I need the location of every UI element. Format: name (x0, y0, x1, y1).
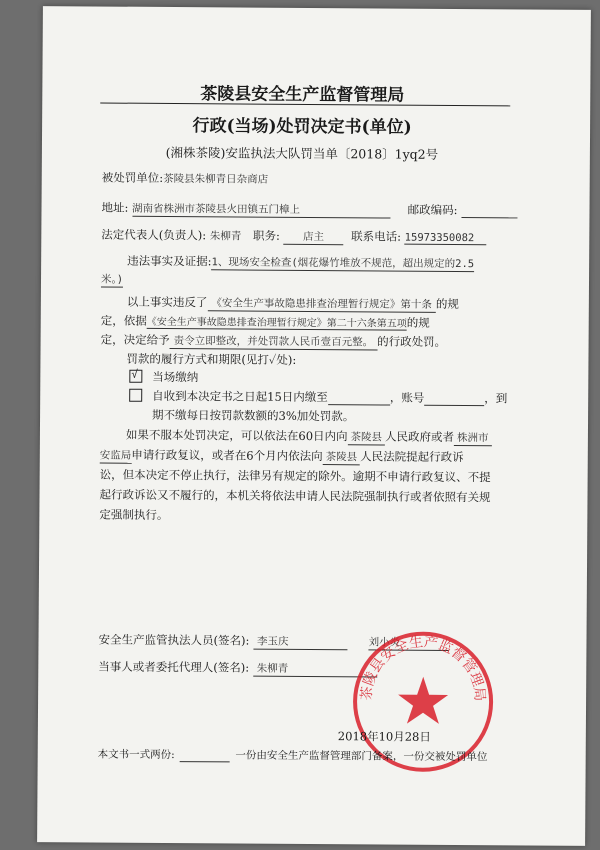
appeal-line-5: 定强制执行。 (99, 507, 169, 522)
option-onsite-label: 当场缴纳 (152, 369, 199, 385)
officer-2-signature: 刘小炎 (369, 634, 449, 651)
appeal-county: 茶陵县 (348, 429, 386, 445)
unit-value: 茶陵县朱柳青日杂商店 (163, 172, 269, 186)
option-onsite-checkbox[interactable] (129, 367, 142, 383)
facts-row (127, 253, 474, 272)
appeal-l2-a: 申请行政复议，或者在6个月内依法向 (131, 447, 323, 464)
late-penalty-line: 期不缴每日按罚款数额的3%加处罚款。 (152, 407, 355, 424)
document-number: (湘株茶陵)安监执法大队罚当单〔2018〕1yq2号 (165, 144, 439, 162)
facts-label: 违法事实及证据: (127, 253, 212, 269)
address-value: 湖南省株洲市茶陵县火田镇五门樟上 (132, 201, 390, 219)
position-value: 店主 (283, 229, 343, 245)
postcode-field (461, 203, 517, 218)
facts-line-1: 1、现场安全检查(烟花爆竹堆放不规范，超出规定的2.5 (211, 256, 475, 271)
footer-note-b: 一份由安全生产监督管理部门备案，一份交被处罚单位 (235, 749, 488, 764)
unit-label: 被处罚单位: (101, 170, 164, 185)
decision-l1-pre: 以上事实违反了 (126, 294, 208, 310)
appeal-l1-a: 如果不服本处罚决定，可以依法在60日内向 (125, 427, 348, 444)
deposit-text-a: 自收到本决定书之日起15日内缴至 (152, 388, 328, 405)
seal-star-icon (398, 677, 448, 724)
penalty-value: 责令立即整改，并处罚款人民币壹百元整。 (170, 333, 378, 350)
decision-l1-post: 的规 (435, 296, 459, 312)
issuing-agency: 茶陵县安全生产监督管理局 (200, 84, 405, 106)
decision-date: 2018年10月28日 (337, 729, 431, 744)
address-label: 地址: (101, 200, 129, 215)
legal-rep-value: 朱柳青 (209, 230, 242, 243)
deposit-bank-field (328, 390, 390, 405)
decision-l3-pre: 定，决定给予 (100, 332, 170, 347)
appeal-city: 株洲市 (454, 430, 492, 446)
footer-blank (180, 749, 230, 762)
appeal-line-3: 讼，但本决定不停止执行，法律另有规定的除外。逾期不申请行政复议、不提 (99, 467, 491, 485)
appeal-l2-b: 人民法院提起行政诉 (360, 449, 464, 465)
facts-line-2 (101, 272, 123, 288)
phone-label: 联系电话: (351, 229, 402, 244)
seal-text: 茶陵县安全生产监督管理局 (358, 634, 488, 702)
basis-regulation: 《安全生产事故隐患排查治理暂行规定》第二十六条第五项 (147, 313, 407, 331)
address-row (101, 200, 517, 220)
facts-line-2-text: 米。) (100, 273, 124, 286)
party-unit-row (102, 170, 268, 187)
appeal-line-2 (100, 447, 464, 467)
violated-regulation: 《安全生产事故隐患排查治理暂行规定》第十条 (207, 295, 436, 313)
decision-line-2 (101, 313, 430, 331)
appeal-l1-b: 人民政府或者 (385, 429, 455, 444)
party-signature: 朱柳青 (253, 661, 377, 678)
document-title: 行政(当场)处罚决定书(单位) (192, 116, 412, 138)
payment-label: 罚款的履行方式和期限(见打✓处): (126, 351, 297, 367)
appeal-line-4: 起行政诉讼又不履行的，本机关将依法申请人民法院强制执行或者依照有关规 (99, 487, 491, 505)
decision-line-1 (127, 294, 459, 313)
officer-1-signature: 李玉庆 (253, 634, 347, 651)
deposit-account-field (424, 391, 484, 406)
party-sign-label: 当事人或者委托代理人(签名): (98, 659, 250, 675)
postcode-label: 邮政编码: (407, 202, 458, 217)
deposit-account-label: ，账号 (389, 390, 425, 405)
option-deposit-checkbox[interactable] (129, 389, 142, 402)
party-sign-row (98, 659, 377, 678)
check-mark-icon: √ (131, 367, 139, 381)
document-page (37, 6, 591, 846)
legal-rep-row (101, 227, 486, 247)
appeal-dept: 安监局 (99, 449, 132, 462)
footer-note-a: 本文书一式两份: (97, 748, 175, 762)
officer-label: 安全生产监管执法人员(签名): (98, 632, 250, 648)
decision-l2-post: 的规 (406, 315, 430, 330)
appeal-court: 茶陵县 (323, 449, 361, 465)
position-label: 职务: (252, 228, 280, 243)
deposit-text-c: ，到 (484, 391, 508, 406)
appeal-line-1 (126, 427, 492, 447)
decision-l2-pre: 定，依据 (100, 313, 147, 328)
decision-line-3 (101, 332, 447, 351)
option-deposit-row (152, 388, 507, 406)
phone-value: 15973350082 (405, 232, 487, 246)
decision-l3-post: 的行政处罚。 (377, 334, 447, 349)
footer-note (98, 746, 488, 764)
legal-rep-label: 法定代表人(负责人): (101, 227, 207, 243)
